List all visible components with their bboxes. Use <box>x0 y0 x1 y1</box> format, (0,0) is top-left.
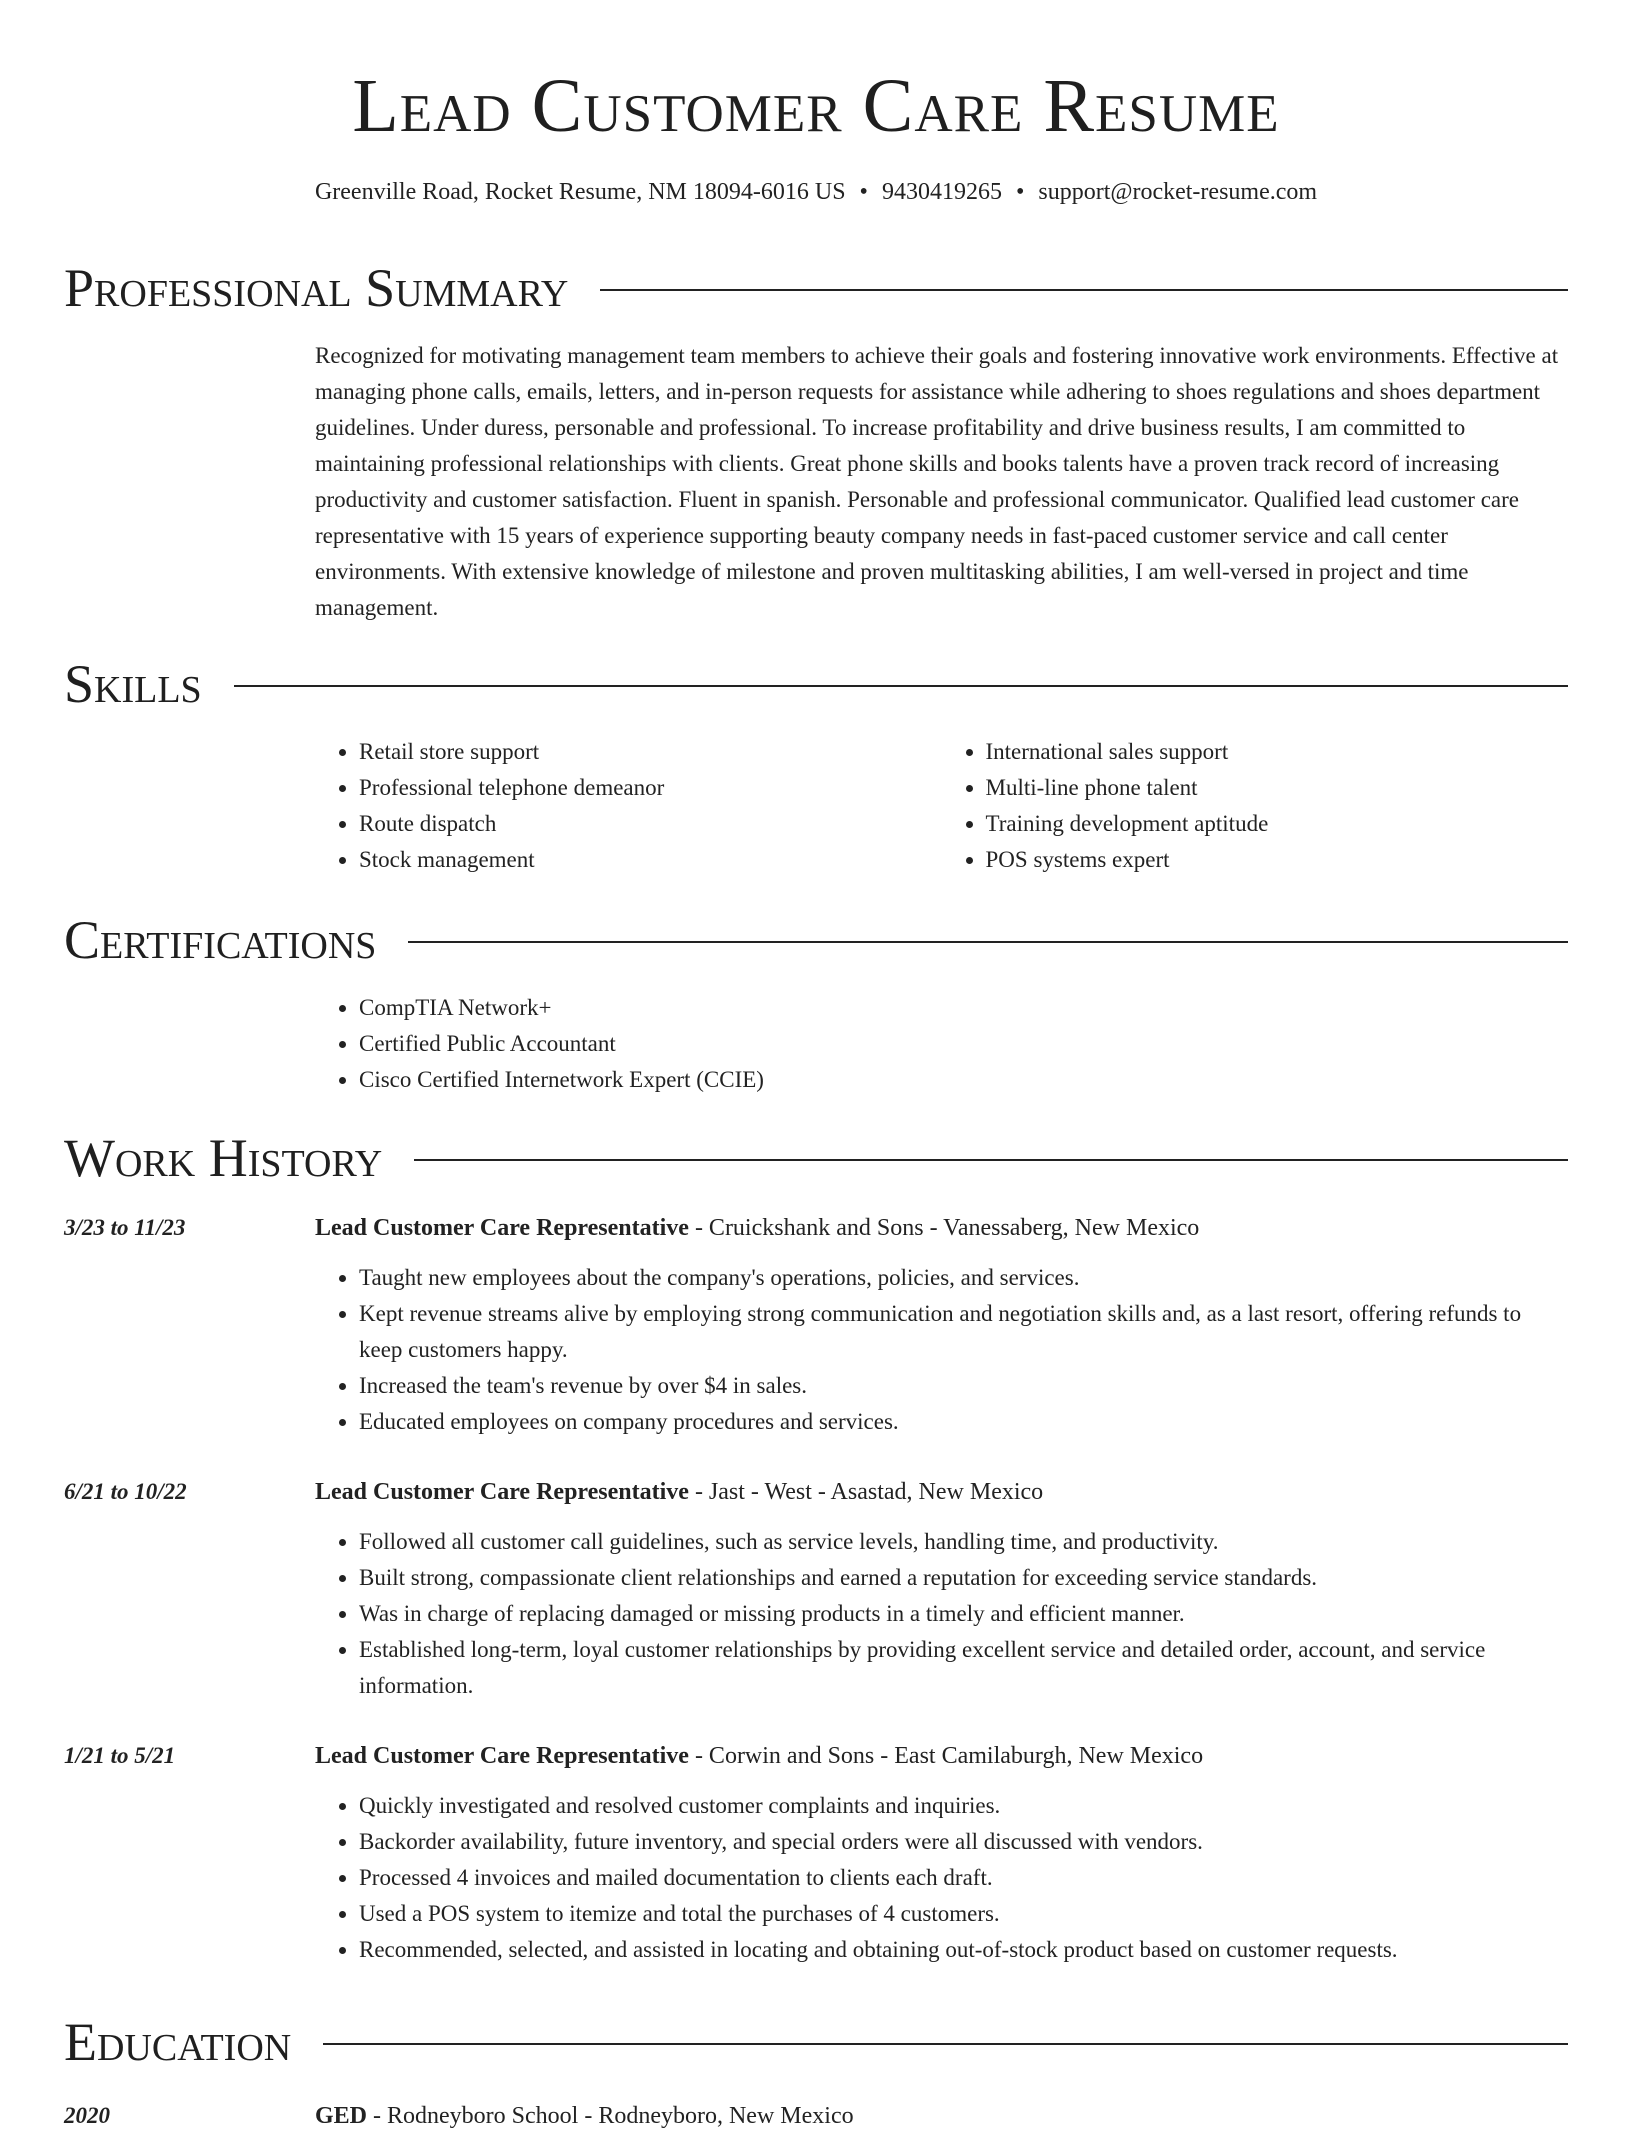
skills-list-left <box>315 734 942 878</box>
education-section <box>64 2010 1568 2148</box>
job-role: Lead Customer Care Representative <box>315 1743 689 1769</box>
job-bullet: • Quickly investigated and resolved customer complaints and inquiries. <box>359 1788 1568 1824</box>
job-bullet: • Followed all customer call guidelines, such as service levels, handling time, and productivity. <box>359 1524 1568 1560</box>
education-dates: 2020 <box>64 2103 110 2128</box>
skills-section <box>64 652 1568 878</box>
certification-item: • Certified Public Accountant <box>359 1026 1568 1062</box>
summary-body <box>315 338 1568 626</box>
job-bullet: • Was in charge of replacing damaged or missing products in a timely and efficient manner. <box>359 1596 1568 1632</box>
section-header <box>64 908 1568 972</box>
education-entry <box>64 2098 1568 2134</box>
skills-grid <box>315 734 1568 878</box>
phone-number: 9430419265 <box>881 179 1002 205</box>
certification-item: • Cisco Certified Internetwork Expert (CCIE) <box>359 1062 1568 1098</box>
job-entry <box>64 1210 1568 1440</box>
job-body <box>315 1210 1568 1440</box>
skills-list-right <box>942 734 1569 878</box>
job-bullet: • Established long-term, loyal customer relationships by providing excellent service and detailed order, account, and service information. <box>359 1632 1568 1704</box>
job-bullet: • Built strong, compassionate client relationships and earned a reputation for exceeding service standards. <box>359 1560 1568 1596</box>
job-entry <box>64 1738 1568 1968</box>
job-bullet: • Increased the team's revenue by over $4 in sales. <box>359 1368 1568 1404</box>
skill-item: • Training development aptitude <box>986 806 1569 842</box>
email-address: support@rocket-resume.com <box>1038 179 1318 205</box>
job-bullet: • Backorder availability, future inventory, and special orders were all discussed with vendors. <box>359 1824 1568 1860</box>
section-divider <box>600 289 1568 291</box>
resume-name: Lead Customer Care Resume <box>352 64 1280 148</box>
education-title-line <box>315 2098 1568 2134</box>
job-bullets <box>315 1788 1568 1968</box>
job-title-line <box>315 1474 1568 1510</box>
section-title: Skills <box>64 654 202 714</box>
certifications-section <box>64 908 1568 1098</box>
work-history-section <box>64 1126 1568 1968</box>
certification-item: • CompTIA Network+ <box>359 990 1568 1026</box>
skill-item: • Route dispatch <box>359 806 942 842</box>
job-title-line <box>315 1738 1568 1774</box>
contact-line <box>0 175 1632 209</box>
job-bullet: • Used a POS system to itemize and total the purchases of 4 customers. <box>359 1896 1568 1932</box>
section-divider <box>408 941 1568 943</box>
job-dates: 6/21 to 10/22 <box>64 1479 187 1504</box>
skill-item: • Stock management <box>359 842 942 878</box>
skill-item: • Professional telephone demeanor <box>359 770 942 806</box>
section-header <box>64 1126 1568 1190</box>
job-bullet: • Educated employees on company procedures and services. <box>359 1404 1568 1440</box>
section-title: Certifications <box>64 910 377 970</box>
job-role: Lead Customer Care Representative <box>315 1215 689 1241</box>
section-title: Education <box>64 2012 292 2072</box>
skill-item: • International sales support <box>986 734 1569 770</box>
job-dates: 3/23 to 11/23 <box>64 1215 186 1240</box>
job-dates: 1/21 to 5/21 <box>64 1743 176 1768</box>
job-body <box>315 1738 1568 1968</box>
skill-item: • Multi-line phone talent <box>986 770 1569 806</box>
section-header <box>64 652 1568 716</box>
certifications-body <box>315 990 1568 1098</box>
certifications-list <box>315 990 1568 1098</box>
job-entry <box>64 1474 1568 1704</box>
job-bullets <box>315 1524 1568 1704</box>
job-employer-location: - Corwin and Sons - East Camilaburgh, New Mexico <box>688 1743 1204 1769</box>
job-title-line <box>315 1210 1568 1246</box>
job-bullet: • Taught new employees about the company's operations, policies, and services. <box>359 1260 1568 1296</box>
job-employer-location: - Jast - West - Asastad, New Mexico <box>688 1479 1044 1505</box>
section-divider <box>323 2043 1568 2045</box>
section-header <box>64 2010 1568 2074</box>
section-divider <box>234 685 1568 687</box>
section-title: Work History <box>64 1128 383 1188</box>
education-school-location: - Rodneyboro School - Rodneyboro, New Mexico <box>367 2103 854 2129</box>
section-header <box>64 256 1568 320</box>
summary-text: Recognized for motivating management team members to achieve their goals and fostering innovative work environments. Effective at managing phone calls, emails, letters, and in-person requests for assistance while adhering to shoes regulations and shoes department guidelines. Under duress, personable and professional. To increase profitability and drive business results, I am committed to maintaining professional relationships with clients. Great phone skills and books talents have a proven track record of increasing productivity and customer satisfaction. Fluent in spanish. Personable and professional communicator. Qualified lead customer care representative with 15 years of experience supporting beauty company needs in fast-paced customer service and call center environments. With extensive knowledge of milestone and proven multitasking abilities, I am well-versed in project and time management. <box>315 343 1559 620</box>
job-body <box>315 1474 1568 1704</box>
job-bullet: • Processed 4 invoices and mailed documentation to clients each draft. <box>359 1860 1568 1896</box>
section-divider <box>414 1159 1568 1161</box>
job-bullet: • Kept revenue streams alive by employing strong communication and negotiation skills and, as a last resort, offering refunds to keep customers happy. <box>359 1296 1568 1368</box>
separator-dot: • <box>1015 179 1025 205</box>
address: Greenville Road, Rocket Resume, NM 18094-6016 US <box>314 179 846 205</box>
section-title: Professional Summary <box>64 258 569 318</box>
separator-dot: • <box>859 179 868 205</box>
skill-item: • Retail store support <box>359 734 942 770</box>
job-bullet: • Recommended, selected, and assisted in locating and obtaining out-of-stock product based on customer requests. <box>359 1932 1568 1968</box>
job-role: Lead Customer Care Representative <box>315 1479 689 1505</box>
education-body <box>315 2098 1568 2134</box>
job-bullets <box>315 1260 1568 1440</box>
skill-item: • POS systems expert <box>986 842 1569 878</box>
summary-section <box>64 256 1568 626</box>
education-degree: GED <box>315 2103 368 2129</box>
job-employer-location: - Cruickshank and Sons - Vanessaberg, New Mexico <box>688 1215 1200 1241</box>
